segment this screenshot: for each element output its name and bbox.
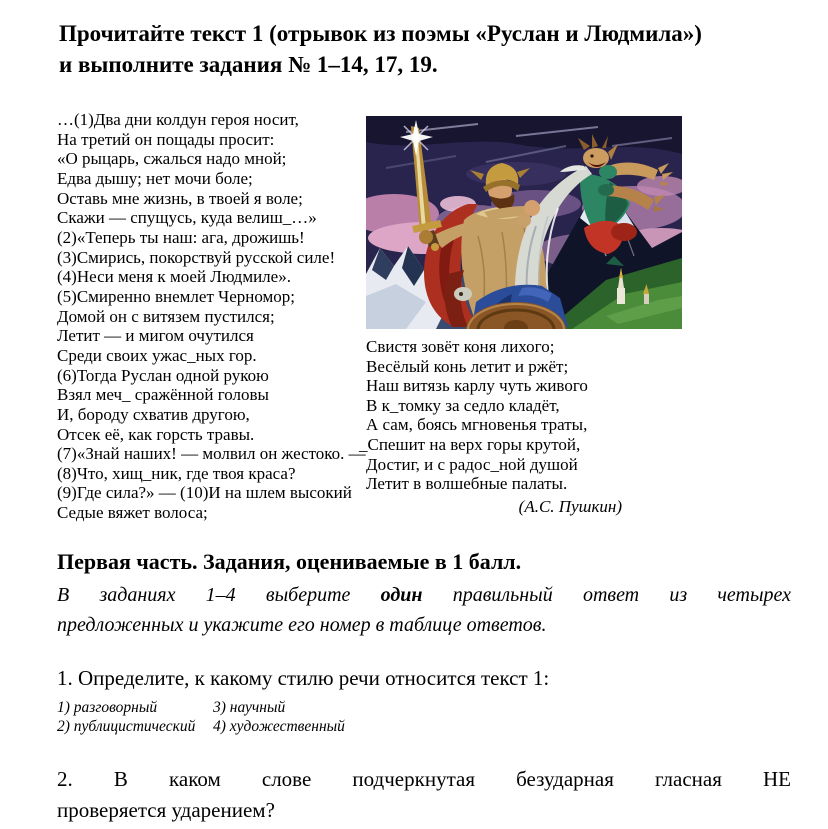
poem-line: Скажи — спущусь, куда велиш_…» xyxy=(57,208,317,228)
poem-line: (8)Что, хищ_ник, где твоя краса? xyxy=(57,463,296,483)
poem-attribution: (А.С. Пушкин) xyxy=(518,496,622,516)
poem-line: Свистя зовёт коня лихого; xyxy=(366,337,555,356)
title-line-2: и выполните задания № 1–14, 17, 19. xyxy=(59,52,438,77)
instruction-bold-word: один xyxy=(380,584,423,606)
question-1-options xyxy=(57,699,345,736)
options-row-1 xyxy=(57,699,345,718)
question-2-line-1: 2. В каком слове подчеркнутая безударная гласная НЕ xyxy=(57,767,791,791)
option-4: 4) художественный xyxy=(213,717,345,735)
poem-left-column xyxy=(57,110,365,523)
question-2 xyxy=(57,764,791,825)
poem-line: (2)«Теперь ты наш: ага, дрожишь! xyxy=(57,227,305,247)
ruslan-chernomor-painting xyxy=(366,116,682,329)
poem-line: _Спешит на верх горы крутой, xyxy=(359,434,581,454)
question-2-line-2: проверяется ударением? xyxy=(57,797,275,822)
section-heading: Первая часть. Задания, оцениваемые в 1 балл. xyxy=(57,549,522,574)
poem-line: (6)Тогда Руслан одной рукою xyxy=(57,365,269,385)
instruction-line-2: предложенных и укажите его номер в таблице ответов. xyxy=(57,613,547,636)
poem-line: На третий он пощады просит: xyxy=(57,129,275,149)
poem-line: Среди своих ужас_ных гор. xyxy=(57,345,257,365)
poem-line: Едва дышу; нет мочи боле; xyxy=(57,168,253,188)
poem-line: Летит в волшебные палаты. xyxy=(366,474,568,494)
poem-line: Достиг, и с радос_ной душой xyxy=(366,454,578,474)
poem-right-column xyxy=(359,110,682,517)
poem-line: Летит — и мигом очутился xyxy=(57,326,254,346)
option-2: 2) публицистический xyxy=(57,717,196,735)
option-1: 1) разговорный xyxy=(57,699,158,716)
instruction-text-2: правильный ответ из четырех xyxy=(452,584,792,606)
poem-line: (7)«Знай наших! — молвил он жестоко. — xyxy=(57,444,366,464)
poem-line: (5)Смиренно внемлет Черномор; xyxy=(57,286,295,306)
poem-line: Взял меч_ сражённой головы xyxy=(57,385,269,405)
option-3: 3) научный xyxy=(213,699,286,716)
poem-right-lines xyxy=(359,337,682,494)
exercise-header xyxy=(59,18,807,80)
options-row-2 xyxy=(57,718,345,737)
poem-line: (3)Смирись, покорствуй русской силе! xyxy=(57,247,336,267)
poem-line: Наш витязь карлу чуть живого xyxy=(366,376,588,396)
poem-line: Отсек её, как горсть травы. xyxy=(57,424,255,444)
poem-line: (9)Где сила?» — (10)И на шлем высокий xyxy=(57,483,352,503)
poem-line: Домой он с витязем пустился; xyxy=(57,306,275,326)
section-instruction xyxy=(57,581,791,640)
title-line-1: Прочитайте текст 1 (отрывок из поэмы «Руслан и Людмила») xyxy=(59,21,702,46)
instruction-text-1: В заданиях 1–4 выберите xyxy=(57,584,351,606)
poem-line: (4)Неси меня к моей Людмиле». xyxy=(57,267,291,287)
poem-line: А сам, боясь мгновенья траты, xyxy=(366,415,588,435)
instruction-line-1 xyxy=(57,581,791,611)
poem-line: Оставь мне жизнь, в твоей я воле; xyxy=(57,188,303,208)
poem-line: «О рыцарь, сжалься надо мной; xyxy=(57,149,287,169)
poem-line: Весёлый конь летит и ржёт; xyxy=(366,356,569,376)
poem-line: Седые вяжет волоса; xyxy=(57,503,208,523)
poem-line: …(1)Два дни колдун героя носит, xyxy=(57,110,299,129)
poem-line: И, бороду схватив другою, xyxy=(57,404,250,424)
poem-line: В к_томку за седло кладёт, xyxy=(366,395,560,415)
question-1-text: 1. Определите, к какому стилю речи относится текст 1: xyxy=(57,666,550,690)
